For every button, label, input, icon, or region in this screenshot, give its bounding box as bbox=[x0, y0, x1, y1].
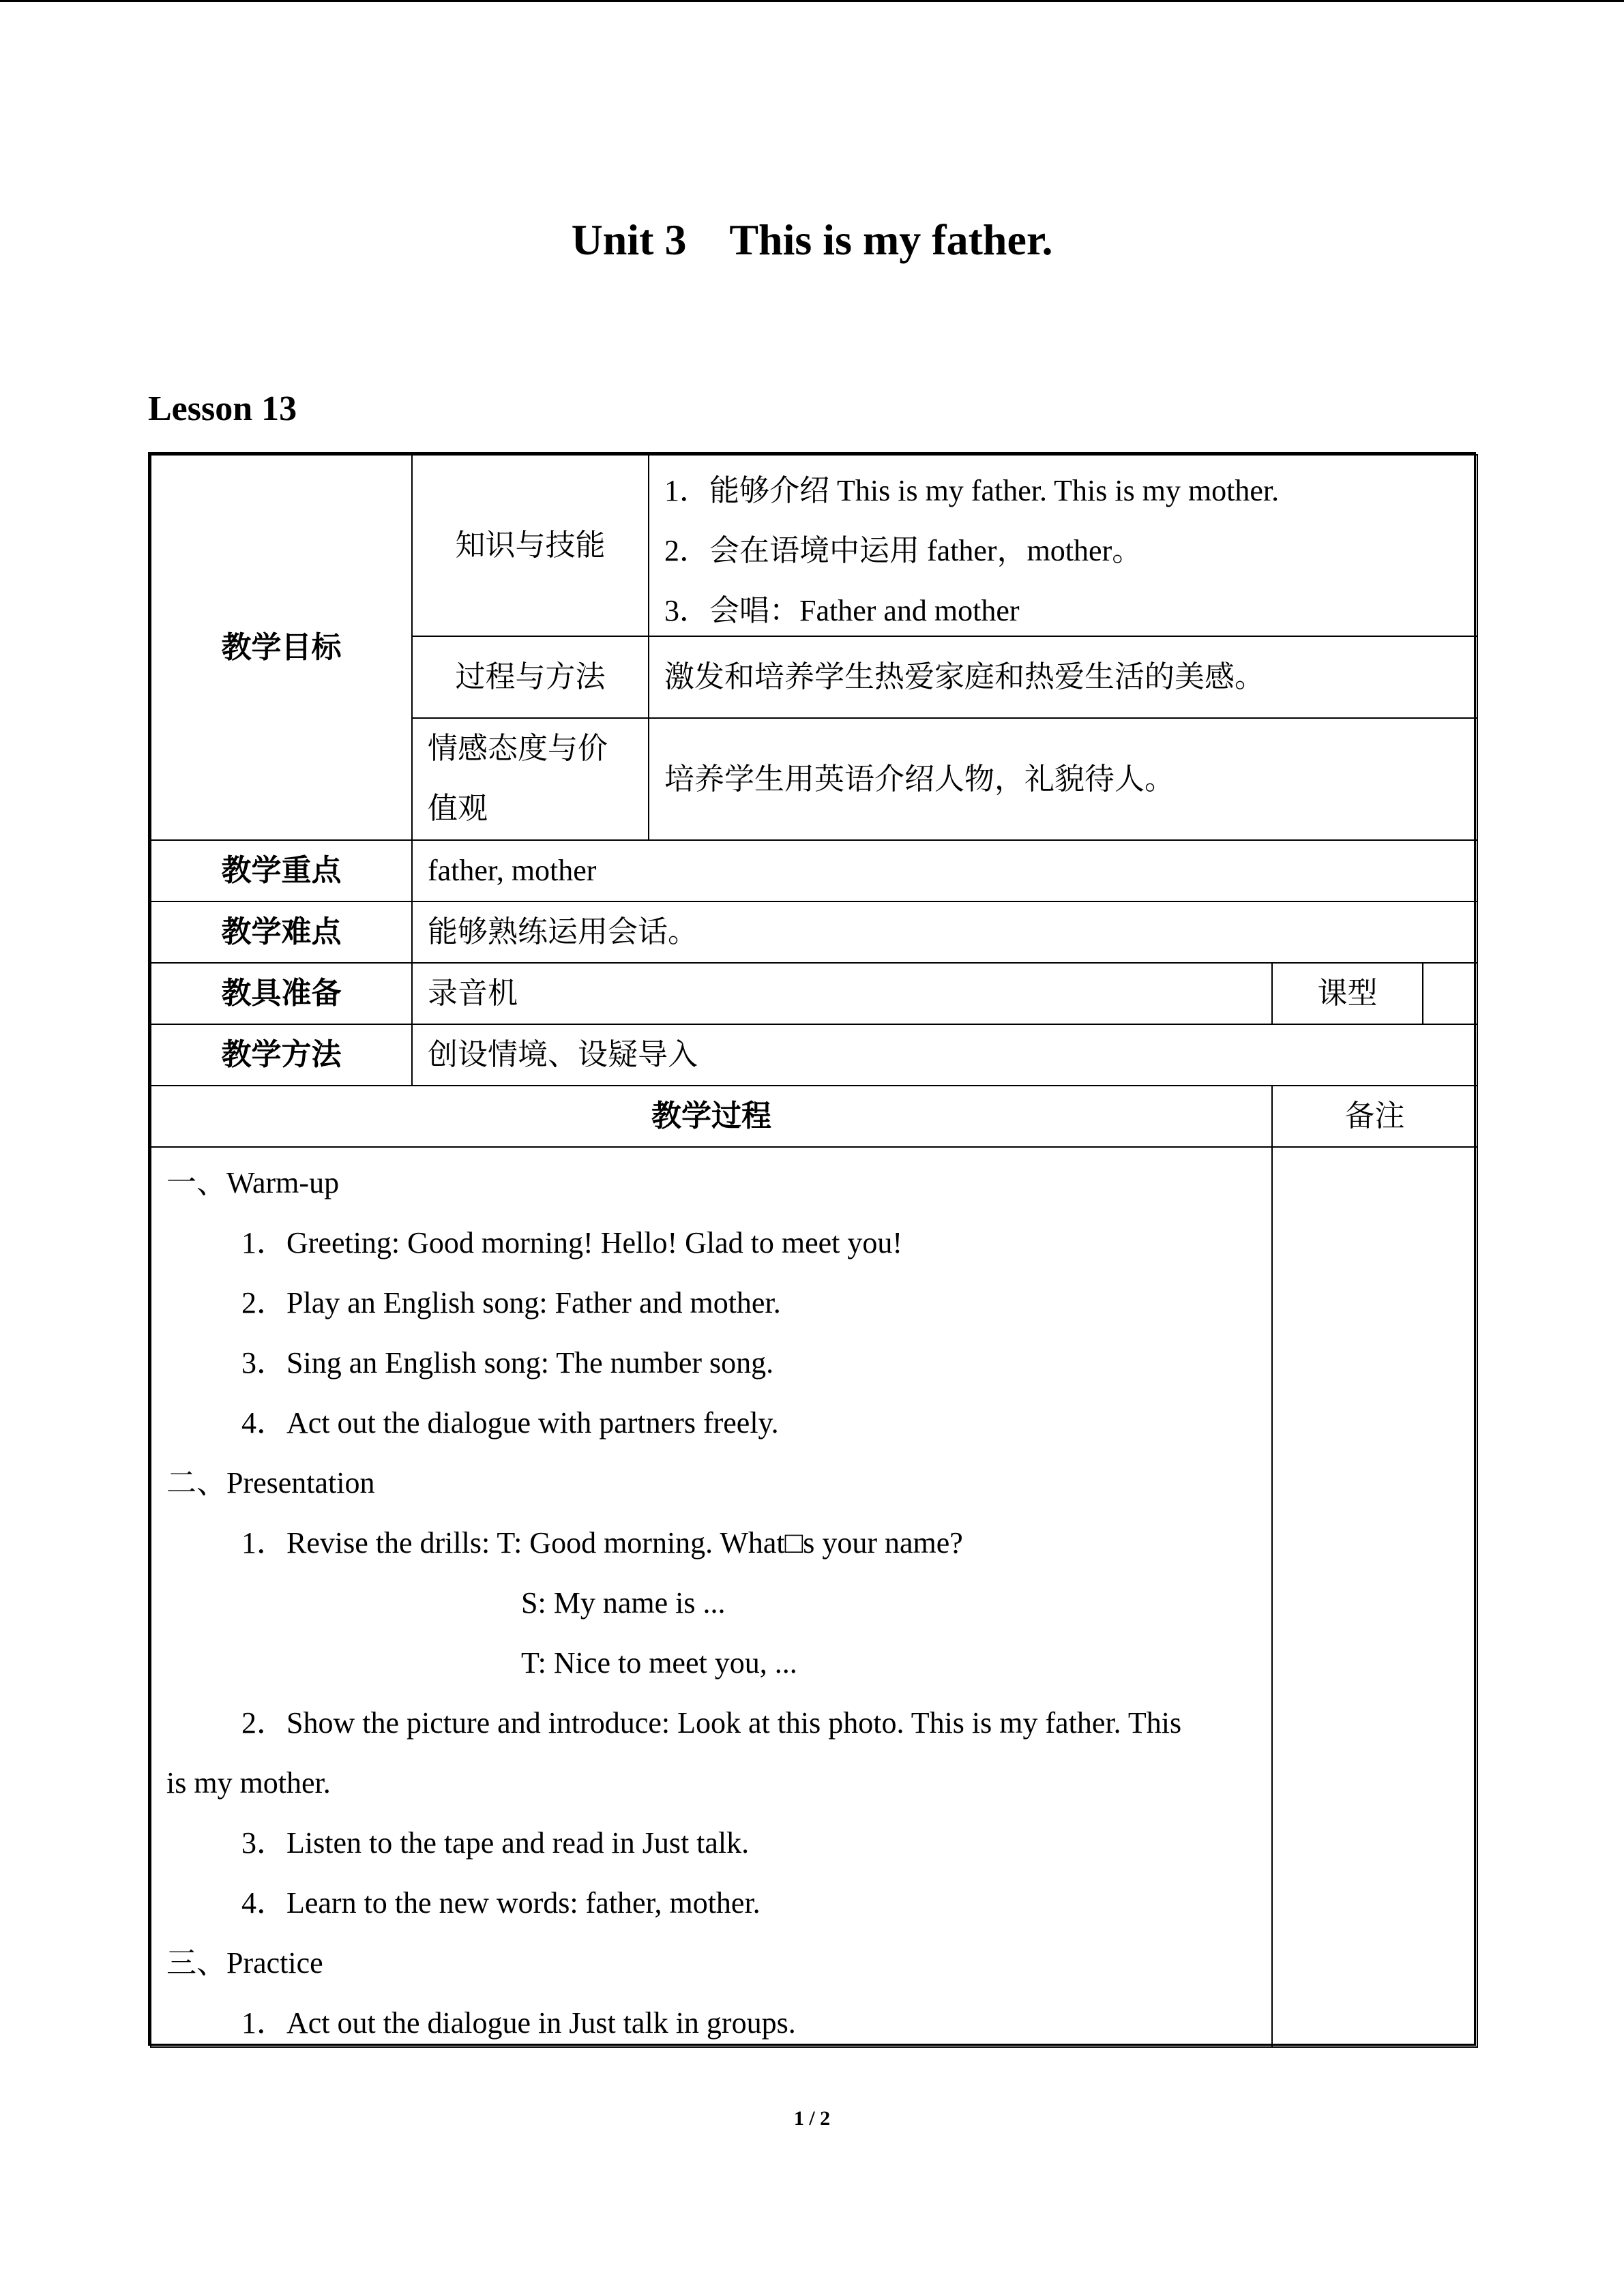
emotion-label-line: 情感态度与价 bbox=[428, 732, 608, 765]
process-step: 4．Learn to the new words: father, mother. bbox=[241, 1886, 761, 1920]
emotion-values-content: 培养学生用英语介绍人物，礼貌待人。 bbox=[648, 717, 1478, 841]
top-border-line bbox=[0, 0, 1624, 2]
section-heading: 三、Practice bbox=[166, 1946, 323, 1980]
key-points-content: father, mother bbox=[411, 839, 1478, 902]
notes-column bbox=[1271, 1146, 1478, 2048]
difficulties-label: 教学难点 bbox=[150, 901, 413, 964]
knowledge-line: 3．会唱：Father and mother bbox=[664, 594, 1020, 627]
process-header-label: 教学过程 bbox=[150, 1085, 1273, 1148]
process-method-label: 过程与方法 bbox=[411, 636, 649, 719]
tools-label: 教具准备 bbox=[150, 962, 413, 1025]
methods-content: 创设情境、设疑导入 bbox=[411, 1024, 1478, 1086]
process-step: 1．Greeting: Good morning! Hello! Glad to meet you! bbox=[241, 1226, 903, 1259]
lesson-type-label: 课型 bbox=[1271, 962, 1423, 1025]
knowledge-line: 2．会在语境中运用 father，mother。 bbox=[664, 534, 1142, 567]
process-step: 2．Play an English song: Father and mother. bbox=[241, 1286, 781, 1320]
emotion-values-label bbox=[411, 717, 649, 841]
process-step-continued: is my mother. bbox=[166, 1766, 331, 1800]
objectives-label: 教学目标 bbox=[150, 454, 413, 841]
knowledge-skills-label: 知识与技能 bbox=[411, 454, 649, 637]
knowledge-skills-content bbox=[648, 454, 1478, 637]
lesson-type-right-cell-30 bbox=[1422, 962, 1478, 1025]
methods-label: 教学方法 bbox=[150, 1024, 413, 1086]
emotion-label-line: 值观 bbox=[428, 792, 488, 825]
process-method-content: 激发和培养学生热爱家庭和热爱生活的美感。 bbox=[648, 636, 1478, 719]
lesson-heading: Lesson 13 bbox=[148, 389, 297, 428]
notes-header-label: 备注 bbox=[1271, 1085, 1478, 1148]
section-heading: 二、Presentation bbox=[166, 1466, 375, 1500]
key-points-label: 教学重点 bbox=[150, 839, 413, 902]
process-step: 3．Sing an English song: The number song. bbox=[241, 1346, 774, 1380]
process-step: 1．Act out the dialogue in Just talk in groups. bbox=[241, 2006, 796, 2040]
page-number: 1 / 2 bbox=[793, 2107, 831, 2130]
process-step: 1．Revise the drills: T: Good morning. What□s your name? bbox=[241, 1526, 963, 1560]
lesson-plan-table bbox=[148, 452, 1476, 2046]
tools-content: 录音机 bbox=[411, 962, 1273, 1025]
dialogue-line: S: My name is ... bbox=[521, 1586, 726, 1620]
difficulties-content: 能够熟练运用会话。 bbox=[411, 901, 1478, 964]
document-title: Unit 3 This is my father. bbox=[571, 215, 1053, 264]
process-body bbox=[150, 1146, 1273, 2048]
process-step: 2．Show the picture and introduce: Look at this photo. This is my father. This bbox=[241, 1706, 1182, 1740]
knowledge-line: 1．能够介绍 This is my father. This is my mother. bbox=[664, 474, 1280, 507]
process-step: 3．Listen to the tape and read in Just talk. bbox=[241, 1826, 750, 1860]
section-heading: 一、Warm-up bbox=[166, 1166, 340, 1199]
dialogue-line: T: Nice to meet you, ... bbox=[521, 1646, 797, 1680]
process-step: 4．Act out the dialogue with partners freely. bbox=[241, 1406, 779, 1440]
